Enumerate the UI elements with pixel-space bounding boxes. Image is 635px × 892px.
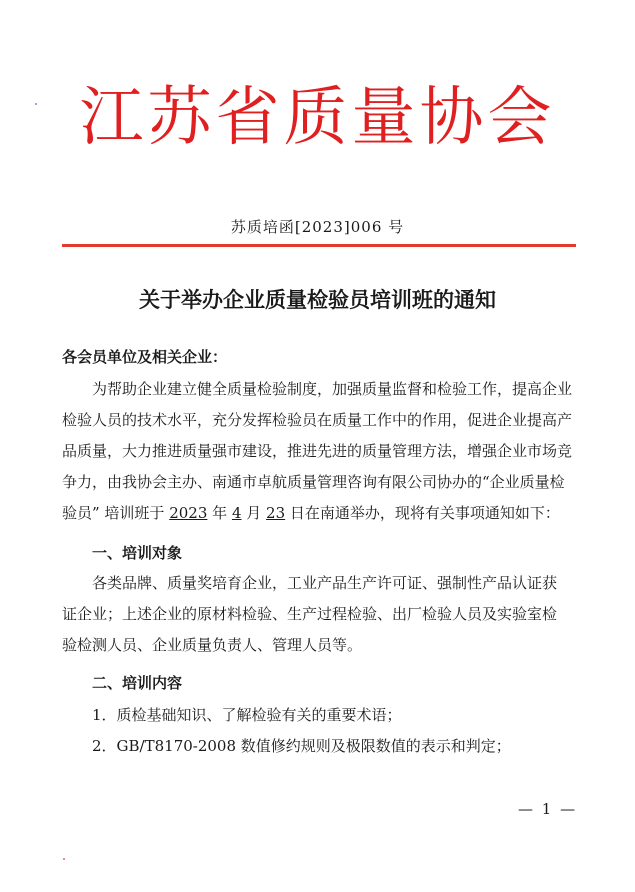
intro-line-4: 争力，由我协会主办、南通市卓航质量管理咨询有限公司协办的“企业质量检 xyxy=(62,473,565,491)
intro-line-3: 品质量，大力推进质量强市建设，推进先进的质量管理方法，增强企业市场竞 xyxy=(62,442,573,460)
organization-letterhead: 江苏省质量协会 xyxy=(79,81,556,155)
section-1-line-3: 验检测人员、企业质量负责人、管理人员等。 xyxy=(62,636,363,654)
intro-line-5-suffix: 日在南通举办，现将有关事项通知如下： xyxy=(285,504,560,522)
section-2-list xyxy=(62,700,582,762)
section-2-heading: 二、培训内容 xyxy=(92,674,183,692)
list-item: 2．GB/T8170-2008 数值修约规则及极限数值的表示和判定； xyxy=(92,737,511,755)
section-1-line-1: 各类品牌、质量奖培育企业，工业产品生产许可证、强制性产品认证获 xyxy=(92,574,558,592)
section-1-line-2: 证企业；上述企业的原材料检验、生产过程检验、出厂检验人员及实验室检 xyxy=(62,605,558,623)
section-1-heading: 一、培训对象 xyxy=(92,544,183,562)
red-divider-line xyxy=(62,244,576,247)
intro-paragraph xyxy=(62,374,582,529)
event-year: 2023 xyxy=(169,504,208,522)
document-number: 苏质培函[2023]006 号 xyxy=(230,218,405,236)
intro-line-1: 为帮助企业建立健全质量检验制度，加强质量监督和检验工作，提高企业 xyxy=(92,380,573,398)
intro-line-5-prefix: 验员” 培训班于 xyxy=(62,504,170,522)
intro-line-2: 检验人员的技术水平，充分发挥检验员在质量工作中的作用，促进企业提高产 xyxy=(62,411,573,429)
month-unit: 月 xyxy=(241,504,267,522)
page-number: — 1 — xyxy=(518,800,578,818)
scan-speck xyxy=(35,103,37,105)
intro-line-5 xyxy=(62,498,582,529)
salutation: 各会员单位及相关企业： xyxy=(62,348,228,366)
event-month: 4 xyxy=(231,504,242,522)
year-unit: 年 xyxy=(207,504,232,522)
list-item: 1．质检基础知识、了解检验有关的重要术语； xyxy=(92,706,402,724)
notice-title: 关于举办企业质量检验员培训班的通知 xyxy=(139,288,496,312)
event-day: 23 xyxy=(266,504,286,522)
scan-speck xyxy=(63,858,65,860)
section-1-paragraph xyxy=(62,568,582,661)
